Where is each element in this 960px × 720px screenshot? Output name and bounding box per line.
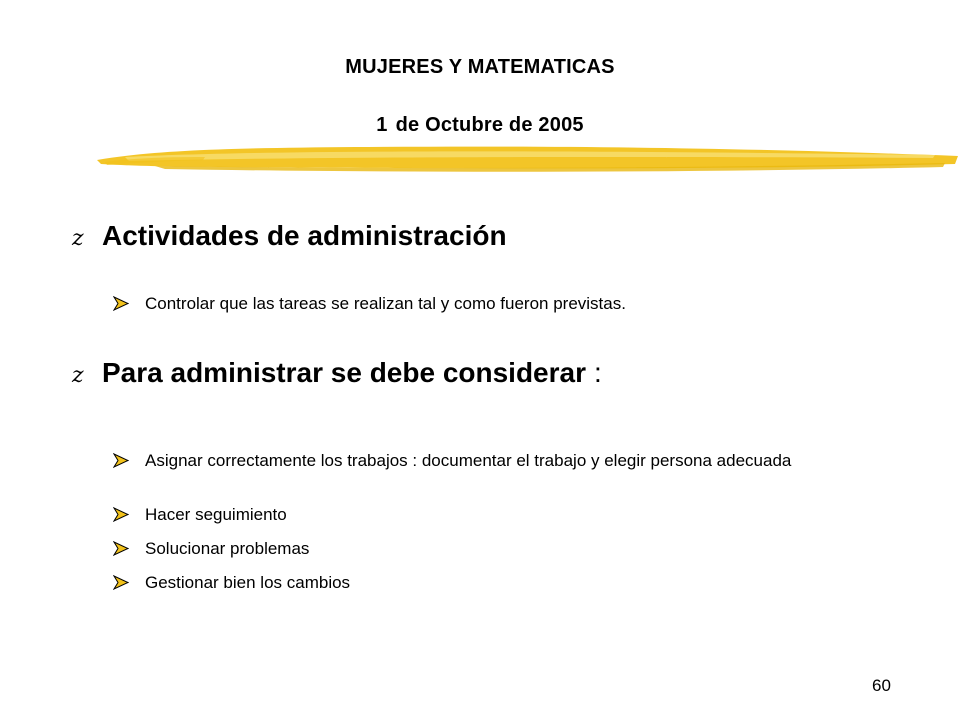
date-text: de Octubre de 2005: [395, 114, 584, 136]
section-heading-2: [72, 357, 602, 389]
arrowhead-bullet-icon: [113, 573, 145, 594]
slide-title: MUJERES Y MATEMATICAS: [345, 56, 615, 78]
list-item: [113, 294, 905, 315]
slide-date: [0, 114, 960, 137]
arrowhead-bullet-icon: [113, 539, 145, 560]
arrowhead-bullet-icon: [113, 451, 145, 472]
z-bullet-icon: z: [72, 226, 84, 251]
list-item-text: Solucionar problemas: [145, 539, 310, 558]
arrowhead-bullet-icon: [113, 505, 145, 526]
list-item-text: Controlar que las tareas se realizan tal y como fueron previstas.: [145, 294, 626, 313]
list-item-text: Hacer seguimiento: [145, 505, 287, 524]
section-heading-text: Actividades de administración: [102, 220, 507, 251]
section-heading-1: [72, 220, 507, 252]
list-item: [113, 573, 905, 594]
section-heading-colon: :: [594, 357, 602, 388]
z-bullet-icon: z: [72, 363, 84, 388]
page-number: 60: [872, 676, 891, 695]
list-item: [113, 451, 905, 472]
list-item-text: Asignar correctamente los trabajos : documentar el trabajo y elegir persona adecuada: [145, 451, 792, 470]
list-item: [113, 505, 905, 526]
date-day: 1: [376, 114, 388, 136]
section-heading-text: Para administrar se debe considerar: [102, 357, 586, 388]
arrowhead-bullet-icon: [113, 294, 145, 315]
list-item-text: Gestionar bien los cambios: [145, 573, 351, 592]
yellow-brush-stroke: [95, 138, 960, 176]
list-item: [113, 539, 905, 560]
